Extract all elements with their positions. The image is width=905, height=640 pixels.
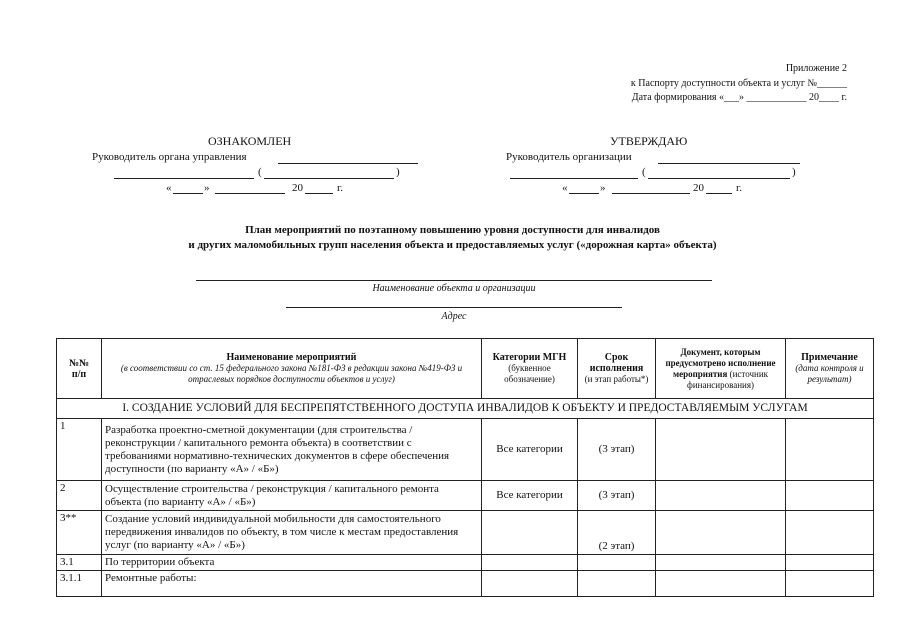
approval-left-year-prefix: 20 — [292, 182, 303, 194]
row-sub-document[interactable] — [656, 555, 786, 571]
appendix-line-1: Приложение 2 — [785, 63, 847, 74]
row-1-event: Разработка проектно-сметной документации (для строительства / реконструкции / капитального ремонта объекта) в соответствии с требованиями нормативно-технических документов в сфере обеспечения доступности (по варианту «А» / «Б») — [102, 419, 482, 481]
approval-left-date-close: » — [204, 182, 210, 194]
approval-right-paren-close: ) — [792, 166, 796, 178]
plan-title-line-1: План мероприятий по поэтапному повышению уровня доступности для инвалидов — [245, 224, 660, 236]
appendix-line-2: к Паспорту доступности объекта и услуг №______ — [630, 78, 847, 89]
approval-right-date-close: » — [600, 182, 606, 194]
row-subsub-num: 3.1.1 — [57, 571, 102, 597]
header-event — [102, 339, 482, 399]
roadmap-table — [56, 338, 874, 597]
row-1-term: (3 этап) — [578, 419, 656, 481]
address-line[interactable] — [286, 307, 622, 308]
approval-left-role-line[interactable] — [278, 163, 418, 164]
table-row — [57, 511, 874, 555]
approval-left-date-open: « — [166, 182, 172, 194]
approval-right-day-line[interactable] — [569, 193, 599, 194]
approval-left-title: ОЗНАКОМЛЕН — [208, 134, 292, 148]
row-3-event: Создание условий индивидуальной мобильности для самостоятельного передвижения инвалидов по объекту, в том числе к местам предоставления услуг (по варианту «А» / «Б») — [102, 511, 482, 555]
row-2-document[interactable] — [656, 481, 786, 511]
object-name-line[interactable] — [196, 280, 712, 281]
approval-left-paren-open: ( — [258, 166, 262, 178]
header-num-line-2: п/п — [71, 368, 87, 380]
approval-left-month-line[interactable] — [215, 193, 285, 194]
header-remark-note: (дата контроля и результат) — [795, 363, 864, 384]
approval-left-paren-close: ) — [396, 166, 400, 178]
table-row — [57, 481, 874, 511]
row-3-document[interactable] — [656, 511, 786, 555]
approval-right-date-open: « — [562, 182, 568, 194]
row-2-event: Осуществление строительства / реконструкция / капитального ремонта объекта (по варианту «А» / «Б») — [102, 481, 482, 511]
header-term-note: (и этап работы*) — [584, 374, 649, 384]
approval-right-year-line[interactable] — [706, 193, 732, 194]
header-mgn-note: (буквенное обозначение) — [504, 363, 555, 384]
object-name-caption: Наименование объекта и организации — [372, 283, 536, 294]
row-1-mgn: Все категории — [482, 419, 578, 481]
approval-right-signature-line[interactable] — [510, 178, 638, 179]
row-sub-remark[interactable] — [786, 555, 874, 571]
header-event-title: Наименование мероприятий — [226, 352, 357, 363]
table-row — [57, 571, 874, 597]
address-caption: Адрес — [441, 311, 467, 322]
section-row — [57, 399, 874, 419]
row-subsub-document[interactable] — [656, 571, 786, 597]
approval-right-paren-open: ( — [642, 166, 646, 178]
approval-right-month-line[interactable] — [612, 193, 690, 194]
approval-left-role: Руководитель органа управления — [92, 151, 247, 163]
row-sub-num: 3.1 — [57, 555, 102, 571]
row-subsub-mgn[interactable] — [482, 571, 578, 597]
row-1-remark[interactable] — [786, 419, 874, 481]
approval-right-name-line[interactable] — [648, 178, 790, 179]
header-document-title: Документ, которым предусмотрено исполнение мероприятия — [665, 346, 776, 379]
approval-left-year-suffix: г. — [337, 182, 344, 194]
approval-left-day-line[interactable] — [173, 193, 203, 194]
approval-left-name-line[interactable] — [264, 178, 394, 179]
header-mgn-title: Категории МГН — [492, 352, 567, 363]
header-remark-title: Примечание — [801, 352, 858, 363]
table-row — [57, 555, 874, 571]
appendix-line-3: Дата формирования «___» ____________ 20____ г. — [631, 92, 847, 103]
approval-left-signature-line[interactable] — [114, 178, 254, 179]
approval-right-year-prefix: 20 — [693, 182, 704, 194]
row-3-mgn — [482, 511, 578, 555]
approval-left-year-line[interactable] — [305, 193, 333, 194]
row-subsub-title: Ремонтные работы: — [102, 571, 482, 597]
header-term-title: Срок исполнения — [589, 352, 644, 374]
approval-right-title: УТВЕРЖДАЮ — [610, 134, 688, 148]
table-row — [57, 419, 874, 481]
approval-right-year-suffix: г. — [736, 182, 743, 194]
row-2-num: 2 — [57, 481, 102, 511]
header-num-line-1: №№ — [68, 357, 90, 369]
header-document-note: (источник финансирования) — [687, 368, 769, 390]
row-2-remark[interactable] — [786, 481, 874, 511]
header-event-note: (в соответствии со ст. 15 федерального закона №181-ФЗ в редакции закона №419-ФЗ и отраслевых порядков доступности объектов и услуг) — [120, 363, 463, 384]
row-subsub-remark[interactable] — [786, 571, 874, 597]
header-term — [578, 339, 656, 399]
plan-title-line-2: и других маломобильных групп населения объекта и предоставляемых услуг («дорожная карта» объекта) — [188, 239, 717, 251]
row-1-document[interactable] — [656, 419, 786, 481]
row-3-remark[interactable] — [786, 511, 874, 555]
row-1-num: 1 — [57, 419, 102, 481]
section-title: I. СОЗДАНИЕ УСЛОВИЙ ДЛЯ БЕСПРЕПЯТСТВЕННОГО ДОСТУПА ИНВАЛИДОВ К ОБЪЕКТУ И ПРЕДОСТАВЛЯЕМЫМ УСЛУГАМ — [57, 399, 874, 419]
approval-right-role: Руководитель организации — [506, 151, 632, 163]
table-header-row — [57, 339, 874, 399]
header-num — [57, 339, 102, 399]
row-3-num: 3** — [57, 511, 102, 555]
row-2-term: (3 этап) — [578, 481, 656, 511]
approval-right-role-line[interactable] — [658, 163, 800, 164]
row-sub-title: По территории объекта — [102, 555, 482, 571]
header-mgn — [482, 339, 578, 399]
row-sub-term[interactable] — [578, 555, 656, 571]
row-2-mgn: Все категории — [482, 481, 578, 511]
row-subsub-term[interactable] — [578, 571, 656, 597]
row-sub-mgn[interactable] — [482, 555, 578, 571]
header-remark — [786, 339, 874, 399]
header-document — [656, 339, 786, 399]
row-3-term: (2 этап) — [578, 511, 656, 555]
